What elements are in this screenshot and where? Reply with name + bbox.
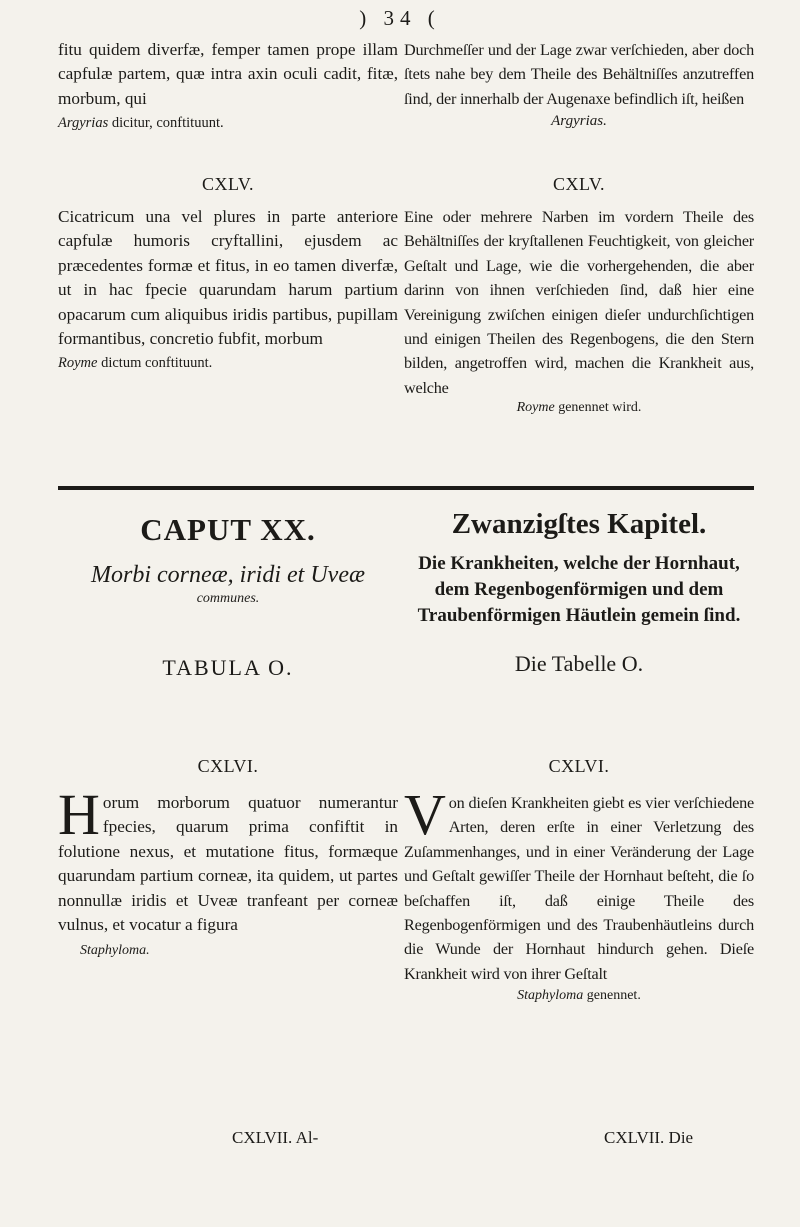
tabula-label: TABULA O.	[162, 655, 294, 680]
section-number-left-146: CXLVI.	[197, 756, 259, 776]
german-top-paragraph	[404, 38, 754, 130]
german-chapter-heading	[404, 508, 754, 677]
section-number-right-146: CXLVI.	[548, 756, 610, 776]
section-number-right: CXLV.	[552, 174, 606, 194]
caput-subtitle-2: communes.	[196, 591, 260, 606]
caput-title: CAPUT XX.	[140, 512, 316, 547]
latin-145-text: Cicatricum una vel plures in parte anteriore capfulæ humoris cryftallini, ejusdem ac præcedentes formæ et fitus, in eo tamen diverfæ, ut in hac fpecie quarundam harum partium opacarum cum aliquibus iridis partibus, pupillam formantibus, concretio fubfit, morbum	[58, 207, 398, 349]
german-top-text: Durchmeſſer und der Lage zwar verſchieden, aber doch ſtets nahe bey dem Theile des Behältniſſes anzutreffen ſind, der innerhalb der Augenaxe befindlich iſt, heißen	[404, 41, 754, 108]
section-number-left: CXLV.	[201, 174, 255, 194]
latin-145-end: dictum conftituunt.	[97, 355, 213, 372]
german-145-term: Royme	[516, 400, 555, 416]
latin-drop-cap: H	[58, 782, 100, 847]
german-top-term: Argyrias.	[551, 113, 607, 130]
page-number: ) 34 (	[359, 6, 441, 30]
latin-section-146	[58, 756, 398, 964]
latin-146-term: Staphyloma.	[80, 943, 150, 959]
caput-subtitle: Morbi corneæ, iridi et Uveæ	[91, 562, 365, 588]
german-145-text: Eine oder mehrere Narben im vordern Theile des Behältniſſes der kryſtallenen Feuchtigkeit, von gleicher Geſtalt und Lage, wie die vorhergehenden, die aber darinn von ihnen verſchieden ſind, daß hier eine Vereinigung zwiſchen einigen dieſer undurchſichtigen und einigen Theilen des Regenbogens, die den Stern bilden, angetroffen wird, machen die Krankheit aus, welche	[404, 208, 754, 397]
latin-top-term: Argyrias	[58, 115, 109, 132]
german-146-term: Staphyloma	[517, 988, 584, 1004]
german-146-text: on dieſen Krankheiten giebt es vier verſchiedene Arten, deren erſte in einer Verletzung des Zuſammenhanges, und in einer Veränderung der Lage und Geſtalt gewiſſer Theile der Hornhaut beſteht, die ſo beſchaffen iſt, daß einige Theile des Regenbogenförmigen und des Traubenhäutleins durch die Wunde der Hornhaut hindurch gehen. Dieſe Krankheit wird von ihrer Geſtalt	[404, 794, 754, 983]
catchword-right: CXLVII. Die	[604, 1128, 694, 1147]
german-section-145	[404, 174, 754, 416]
section-divider-rule	[58, 486, 754, 490]
kapitel-title: Zwanzigſtes Kapitel.	[451, 508, 707, 540]
tabelle-label: Die Tabelle O.	[514, 651, 644, 676]
kapitel-subtitle: Die Krankheiten, welche der Hornhaut, dem Regenbogenförmigen und dem Traubenförmigen Häutlein gemein ſind.	[417, 553, 741, 626]
german-drop-cap: V	[404, 782, 446, 847]
latin-146-text: orum morborum quatuor numerantur fpecies, quarum prima confiftit in folutione nexus, et mutatione fitus, formæque quarundam partium corneæ, ita quidem, ut partes nonnullæ iridis et Uveæ tranfeant per corneæ vulnus, et vocatur a figura	[58, 793, 398, 935]
latin-top-text: fitu quidem diverfæ, femper tamen prope illam capfulæ partem, quæ intra axin oculi cadit, fitæ, morbum, qui	[58, 40, 398, 108]
latin-section-145	[58, 174, 398, 376]
german-section-146	[404, 756, 754, 1004]
latin-chapter-heading	[58, 512, 398, 681]
catchword-left: CXLVII. Al-	[232, 1128, 319, 1147]
german-146-end: genennet.	[583, 988, 641, 1004]
latin-145-term: Royme	[58, 355, 98, 372]
latin-top-paragraph	[58, 38, 398, 136]
german-145-end: genennet wird.	[554, 400, 642, 416]
latin-top-end: dicitur, conftituunt.	[108, 115, 224, 132]
